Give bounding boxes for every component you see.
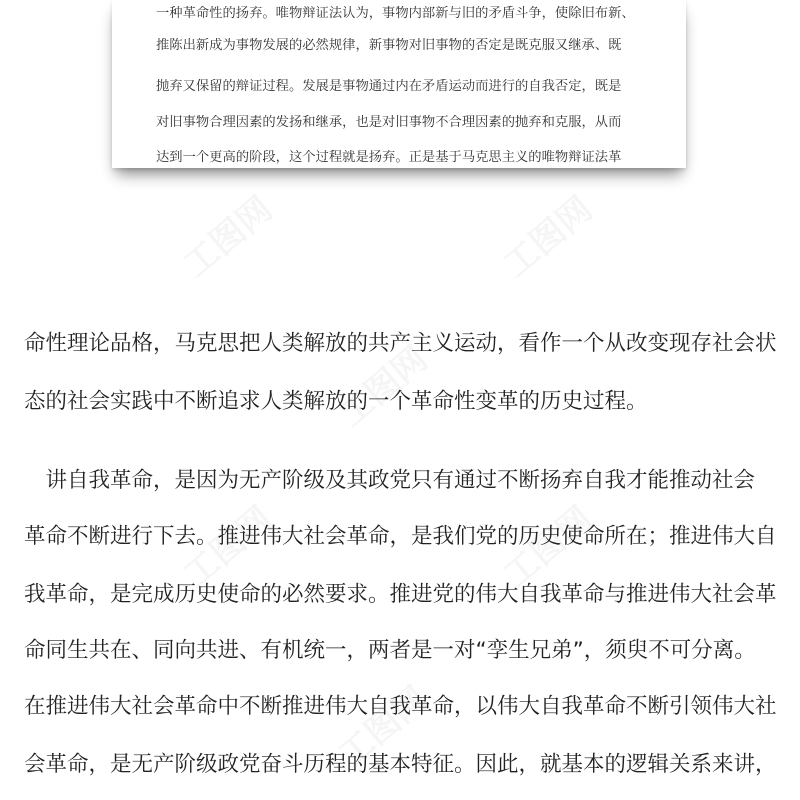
- excerpt-line: 达到一个更高的阶段，这个过程就是扬弃。正是基于马克思主义的唯物辩证法革: [156, 150, 622, 165]
- excerpt-line: 一种革命性的扬弃。唯物辩证法认为，事物内部新与旧的矛盾斗争，使除旧布新、: [156, 6, 635, 21]
- watermark-text: 工图网: [176, 189, 281, 286]
- article-line: 革命不断进行下去。推进伟大社会革命，是我们党的历史使命所在；推进伟大自: [24, 524, 777, 549]
- article-line: 我革命，是完成历史使命的必然要求。推进党的伟大自我革命与推进伟大社会革: [24, 582, 777, 607]
- excerpt-line: 推陈出新成为事物发展的必然规律，新事物对旧事物的否定是既克服又继承、既: [156, 38, 622, 53]
- watermark-text: 工图网: [331, 339, 436, 436]
- article-line: 命同生共在、同向共进、有机统一，两者是一对“孪生兄弟”，须臾不可分离。: [24, 638, 756, 663]
- watermark-text: 工图网: [176, 499, 281, 596]
- excerpt-card: [112, 0, 686, 168]
- article-line: 在推进伟大社会革命中不断推进伟大自我革命，以伟大自我革命不断引领伟大社: [24, 694, 777, 719]
- article-line: 态的社会实践中不断追求人类解放的一个革命性变革的历史过程。: [24, 389, 648, 414]
- excerpt-line: 对旧事物合理因素的发扬和继承，也是对旧事物不合理因素的抛弃和克服，从而: [156, 115, 622, 130]
- article-line: 命性理论品格，马克思把人类解放的共产主义运动，看作一个从改变现存社会状: [24, 331, 777, 356]
- article-line: 讲自我革命，是因为无产阶级及其政党只有通过不断扬弃自我才能推动社会: [24, 468, 756, 493]
- watermark-text: 工图网: [496, 499, 601, 596]
- excerpt-line: 抛弃又保留的辩证过程。发展是事物通过内在矛盾运动而进行的自我否定，既是: [156, 79, 622, 94]
- watermark-text: 工图网: [496, 189, 601, 286]
- article-line: 会革命，是无产阶级政党奋斗历程的基本特征。因此，就基本的逻辑关系来讲，: [24, 752, 777, 777]
- watermark-text: 工图网: [331, 679, 436, 776]
